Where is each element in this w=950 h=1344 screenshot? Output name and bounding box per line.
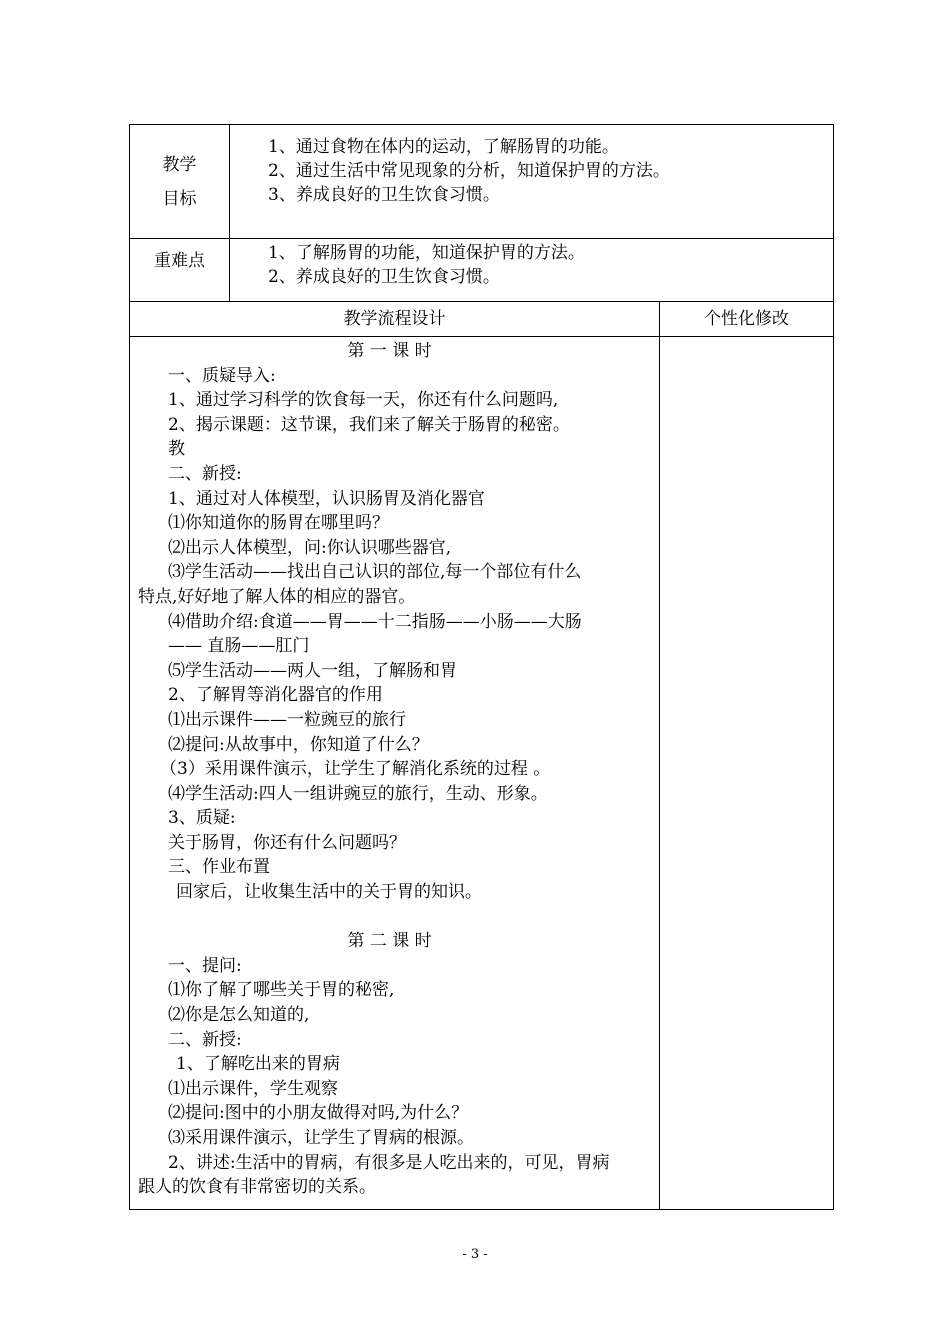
goals-content-cell bbox=[230, 125, 834, 239]
lesson2-line: ⑵你是怎么知道的, bbox=[168, 1005, 310, 1026]
personal-modification-cell[interactable] bbox=[660, 337, 834, 1210]
flow-content-cell bbox=[130, 337, 660, 1210]
key-points-row bbox=[130, 239, 834, 302]
lesson1-line: 特点,好好地了解人体的相应的器官。 bbox=[138, 586, 416, 607]
flow-header: 教学流程设计 bbox=[130, 302, 660, 337]
lesson1-line: 3、质疑: bbox=[168, 808, 236, 829]
lesson2-line: 2、讲述:生活中的胃病，有很多是人吃出来的，可见，胃病 bbox=[168, 1152, 610, 1173]
lesson2-line: ⑴出示课件，学生观察 bbox=[168, 1078, 338, 1099]
lesson2-line: 跟人的饮食有非常密切的关系。 bbox=[138, 1177, 376, 1198]
lesson1-line: ⑷学生活动:四人一组讲豌豆的旅行，生动、形象。 bbox=[168, 783, 548, 804]
lesson2-line: 一、提问: bbox=[168, 955, 242, 976]
lesson1-line: ⑵出示人体模型，问:你认识哪些器官, bbox=[168, 537, 452, 558]
lesson1-line: 回家后，让收集生活中的关于胃的知识。 bbox=[176, 882, 482, 903]
lesson1-title: 第 一 课 时 bbox=[347, 341, 432, 361]
key-point-item: 2、养成良好的卫生饮食习惯。 bbox=[268, 267, 500, 287]
lesson1-line: ⑶学生活动——找出自己认识的部位,每一个部位有什么 bbox=[168, 562, 582, 583]
lesson-plan-table bbox=[129, 124, 834, 1210]
lesson1-line: 三、作业布置 bbox=[168, 857, 270, 878]
goals-row bbox=[130, 125, 834, 239]
lesson1-line: ⑷借助介绍:食道——胃——十二指肠——小肠——大肠 bbox=[168, 611, 582, 632]
lesson2-line: ⑴你了解了哪些关于胃的秘密, bbox=[168, 980, 395, 1001]
lesson1-line: ⑴出示课件——一粒豌豆的旅行 bbox=[168, 709, 406, 730]
goals-label-line1: 教学 bbox=[162, 154, 197, 175]
lesson1-line: 一、质疑导入: bbox=[168, 365, 276, 386]
lesson2-line: 二、新授: bbox=[168, 1029, 242, 1050]
section-gap bbox=[168, 905, 651, 930]
lesson1-line: —— 直肠——肛门 bbox=[168, 636, 310, 657]
key-points-content-cell bbox=[230, 239, 834, 302]
key-points-label-cell bbox=[130, 239, 230, 302]
goals-label-cell bbox=[130, 125, 230, 239]
lesson1-line: 2、揭示课题：这节课，我们来了解关于肠胃的秘密。 bbox=[168, 414, 570, 435]
lesson2-title: 第 二 课 时 bbox=[347, 931, 432, 952]
lesson2-line: ⑶采用课件演示，让学生了胃病的根源。 bbox=[168, 1128, 474, 1148]
lesson2-line: ⑵提问:图中的小朋友做得对吗,为什么？ bbox=[168, 1103, 469, 1124]
lesson1-line: 教 bbox=[168, 439, 185, 460]
goal-item: 3、养成良好的卫生饮食习惯。 bbox=[268, 185, 500, 205]
key-points-label: 重难点 bbox=[154, 251, 205, 271]
content-row bbox=[130, 337, 834, 1210]
goal-item: 1、通过食物在体内的运动，了解肠胃的功能。 bbox=[268, 137, 619, 157]
lesson1-line: 1、通过对人体模型，认识肠胃及消化器官 bbox=[168, 488, 485, 509]
header-row bbox=[130, 302, 834, 337]
lesson2-line: 1、了解吃出来的胃病 bbox=[176, 1054, 340, 1075]
lesson1-line: （3）采用课件演示，让学生了解消化系统的过程 。 bbox=[160, 759, 551, 780]
goal-item: 2、通过生活中常见现象的分析，知道保护胃的方法。 bbox=[268, 161, 670, 181]
lesson1-line: ⑵提问:从故事中，你知道了什么？ bbox=[168, 734, 429, 755]
lesson1-line: ⑸学生活动——两人一组，了解肠和胃 bbox=[168, 660, 457, 681]
lesson1-line: 关于肠胃，你还有什么问题吗？ bbox=[168, 832, 406, 853]
page-number: - 3 - bbox=[462, 1247, 488, 1262]
lesson1-line: 2、了解胃等消化器官的作用 bbox=[168, 685, 383, 706]
lesson1-line: 二、新授: bbox=[168, 463, 242, 484]
lesson1-line: 1、通过学习科学的饮食每一天，你还有什么问题吗, bbox=[168, 390, 559, 411]
personal-header: 个性化修改 bbox=[660, 302, 834, 337]
goals-label-line2: 目标 bbox=[162, 188, 197, 209]
lesson1-line: ⑴你知道你的肠胃在哪里吗？ bbox=[168, 513, 389, 534]
key-point-item: 1、了解肠胃的功能，知道保护胃的方法。 bbox=[268, 243, 585, 263]
